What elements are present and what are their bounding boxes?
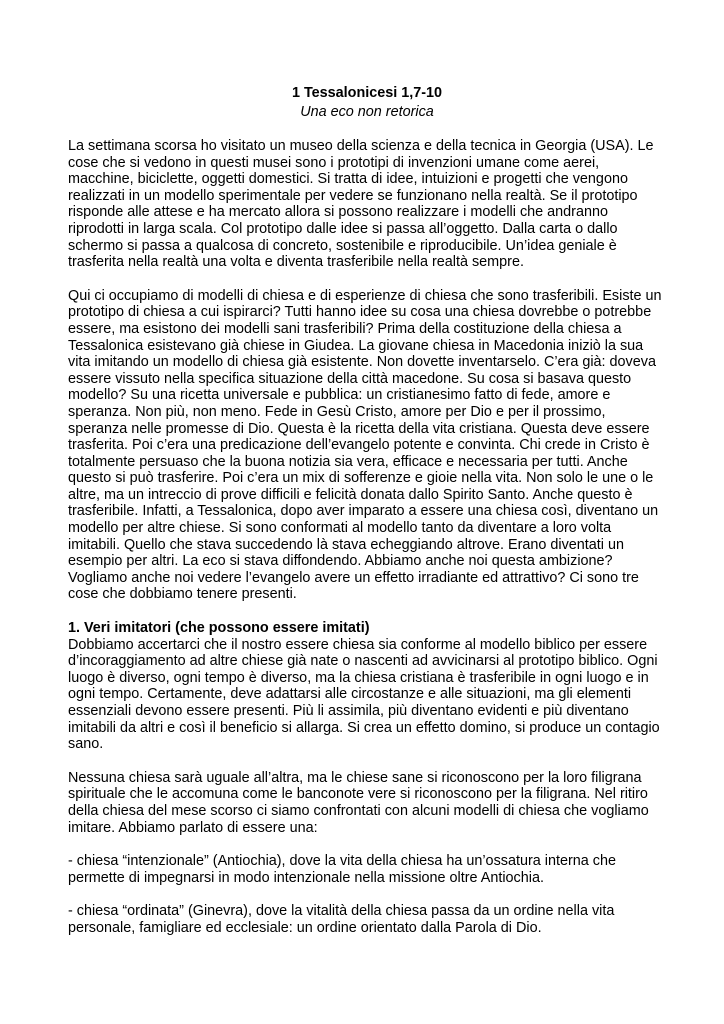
document-subtitle: Una eco non retorica	[300, 104, 434, 120]
list-item-intentional-church: - chiesa “intenzionale” (Antiochia), dove la vita della chiesa ha un’ossatura interna che permette di impegnarsi in modo intenzionale nella missione oltre Antiochia.	[68, 853, 616, 886]
section-1	[68, 620, 666, 753]
section-1-heading: 1. Veri imitatori (che possono essere imitati)	[68, 620, 370, 637]
document-page	[68, 84, 666, 954]
paragraph-intro: La settimana scorsa ho visitato un museo della scienza e della tecnica in Georgia (USA). Le cose che si vedono in questi musei sono i prototipi di invenzioni umane come aerei, macchine, biciclette, oggetti domestici. Si tratta di idee, intuizioni e progetti che vengono realizzati in un modello sperimentale per vedere se funzionano nella realtà. Se il prototipo risponde alle attese e ha mercato allora si possono realizzare i modelli che andranno riprodotti in larga scala. Col prototipo dalle idee si passa all’oggetto. Dalla carta o dallo schermo si passa a qualcosa di concreto, sostenibile e riproducibile. Un’idea geniale è trasferita nella realtà una volta e diventa trasferibile nella realtà sempre.	[68, 138, 654, 271]
document-title: 1 Tessalonicesi 1,7-10	[291, 85, 443, 101]
section-1-body: Dobbiamo accertarci che il nostro essere chiesa sia conforme al modello biblico per essere d’incoraggiamento ad altre chiese già nate o nascenti ad avvicinarsi al prototipo biblico. Ogni luogo è diverso, ogni tempo è diverso, ma la chiesa cristiana è trasferibile in ogni luogo e in ogni tempo. Certamente, deve adattarsi alle circostanze e alle situazioni, ma gli elementi essenziali devono essere presenti. Più li assimila, più diventano evidenti e più diventano imitabili da altri e così il beneficio si allarga. Si crea un effetto domino, si produce un contagio sano.	[68, 636, 660, 753]
list-item-ordered-church: - chiesa “ordinata” (Ginevra), dove la vitalità della chiesa passa da un ordine nella vita personale, famigliare ed ecclesiale: un ordine orientato dalla Parola di Dio.	[68, 903, 615, 936]
title-block	[68, 84, 666, 122]
paragraph-models: Qui ci occupiamo di modelli di chiesa e di esperienze di chiesa che sono trasferibili. Esiste un prototipo di chiesa a cui ispirarci? Tutti hanno idee su cosa una chiesa dovrebbe o potrebbe essere, ma esistono dei modelli sani trasferibili? Prima della costituzione della chiesa a Tessalonica esistevano già chiese in Giudea. La giovane chiesa in Macedonia iniziò la sua vita imitando un modello di chiesa già esistente. Non dovette inventarselo. C’era già: doveva essere vissuto nella specifica situazione della città macedone. Su cosa si basava questo modello? Su una ricetta universale e pubblica: un cristianesimo fatto di fede, amore e speranza. Non più, non meno. Fede in Gesù Cristo, amore per Dio e per il prossimo, speranza nelle promesse di Dio. Questa è la ricetta della vita cristiana. Questa deve essere trasferita. Poi c’era una predicazione dell’evangelo potente e convinta. Chi crede in Cristo è totalmente persuaso che la buona notizia sia vera, efficace e necessaria per tutti. Anche questo si può trasferire. Poi c’era un mix di sofferenze e gioie nella vita. Non solo le une o le altre, ma un intreccio di prove difficili e felicità donata dallo Spirito Santo. Anche questo è trasferibile. Infatti, a Tessalonica, dopo aver imparato a essere una chiesa così, diventano un modello per altre chiese. Si sono conformati al modello tanto da diventare a loro volta imitabili. Quello che stava succedendo là stava echeggiando altrove. Erano diventati un esempio per altri. La eco si stava diffondendo. Abbiamo anche noi questa ambizione? Vogliamo anche noi vedere l’evangelo avere un effetto irradiante ed attrattivo? Ci sono tre cose che dobbiamo tenere presenti.	[68, 287, 662, 603]
paragraph-filigree: Nessuna chiesa sarà uguale all’altra, ma le chiese sane si riconoscono per la loro filigrana spirituale che le accomuna come le banconote vere si riconoscono per la filigrana. Nel ritiro della chiesa del mese scorso ci siamo confrontati con alcuni modelli di chiesa che vogliamo imitare. Abbiamo parlato di essere una:	[68, 769, 649, 836]
